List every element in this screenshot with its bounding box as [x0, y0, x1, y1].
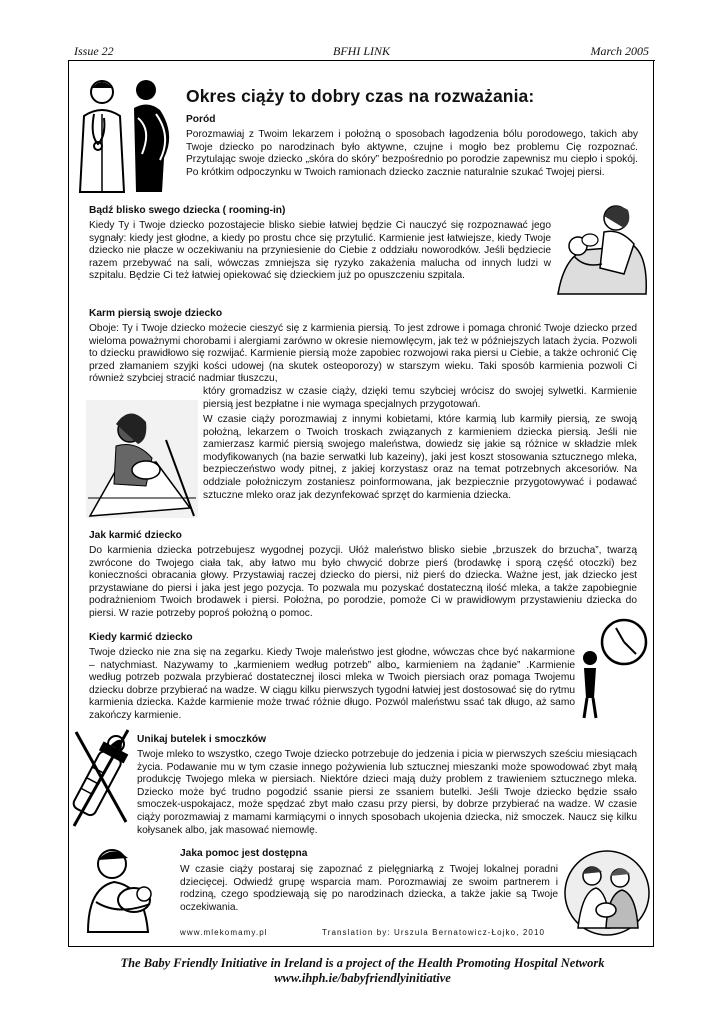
- text-porod: Porozmawiaj z Twoim lekarzem i położną o sposobach łagodzenia bólu porodowego, takich aby Twoje dziecko po narodzinach było aktywne, czujne i mogło bez problemu Cię rozpoznać. Przytulając swoje dziecko „skóra do skóry” bezpośrednio po porodzie zapewnisz mu ciepło i spokój. Po krótkim odpoczynku w Twoich ramionach dziecko zacznie naturalnie szukać Twojej piersi.: [186, 129, 638, 178]
- text-jaka-pomoc: W czasie ciąży postaraj się zapoznać z pielęgniarką z Twojej lokalnej poradni dziecięcej. Odwiedź grupę wsparcia mam. Porozmawiaj ze swoim partnerem i rodziną, czego spodziewają się po narodzinach dziecka, a także jakie są Twoje oczekiwania.: [180, 864, 558, 913]
- person-looking-at-clock-icon: [578, 614, 650, 720]
- text-rooming-in: Kiedy Ty i Twoje dziecko pozostajecie blisko siebie łatwiej będzie Ci nauczyć się rozpoznawać jego sygnały: kiedy jest głodne, a kiedy po prostu chce się przytulić. Karmienie jest łatwiejsze, kiedy Twoje dziecko nie płacze w oczekiwaniu na przyniesienie do Ciebie z oddziału noworodków. Jeśli będziecie razem przebywać na sali, wówczas zmniejsza się ryzyko zakażenia malucha od innych ludzi w szpitalu. Będzie Ci też łatwiej opiekować się dzieckiem już po opuszczeniu szpitala.: [89, 220, 551, 282]
- publication-name: BFHI LINK: [333, 44, 390, 58]
- heading-jaka-pomoc: Jaka pomoc jest dostępna: [180, 848, 308, 859]
- issue-date: March 2005: [590, 44, 649, 58]
- heading-jak-karmic: Jak karmić dziecko: [89, 530, 182, 541]
- heading-rooming-in: Bądź blisko swego dziecka ( rooming-in): [89, 205, 286, 216]
- page-title: Okres ciąży to dobry czas na rozważania:: [186, 86, 535, 106]
- website-credit: www.mlekomamy.pl: [180, 928, 268, 937]
- heading-unikaj-butelek: Unikaj butelek i smoczków: [137, 734, 267, 745]
- text-karm-piersia-1: Oboje: Ty i Twoje dziecko możecie cieszyć się z karmienia piersią. To jest zdrowe i pomaga chronić Twoje dziecko przed wieloma poważnymi chorobami i alergiami zarówno w okresie niemowlęcym, jak też w późniejszych latach życia. Pozwoli to dziecku prawidłowo się rozwijać. Karmienie piersią może zapobiec rozwojowi raka piersi u Ciebie, a także ochronić Cię przed złamaniem szyjki kości udowej (na skutek osteoporozy) w starszym wieku. Taki sposób karmienia pozwoli Ci również szybciej stracić nadmiar tłuszczu,: [89, 323, 637, 385]
- heading-kiedy-karmic: Kiedy karmić dziecko: [89, 632, 193, 643]
- family-group-icon: [562, 848, 652, 938]
- translation-credit: Translation by: Urszula Bernatowicz-Łojko, 2010: [322, 928, 546, 937]
- father-holding-baby-icon: [74, 842, 174, 934]
- text-karm-piersia-2: który gromadzisz w czasie ciąży, dzięki temu szybciej wrócisz do swojej sylwetki. Karmienie piersią jest bezpłatne i nie wymaga specjalnych przygotowań.: [203, 386, 637, 410]
- footer-project-note: The Baby Friendly Initiative in Ireland is a project of the Health Promoting Hospital Network: [120, 956, 605, 970]
- text-unikaj-butelek: Twoje mleko to wszystko, czego Twoje dziecko potrzebuje do jedzenia i picia w pierwszych sześciu miesiącach życia. Podawanie mu w tym czasie innego pożywienia lub sztucznej mieszanki może spowodować zbyt małą produkcję Twojego mleka w piersiach. Niektóre dzieci mają duży problem z trawieniem sztucznego mleka. Dziecko może być trudno pogodzić ssanie piersi ze ssaniem butelki. Jeśli Twoje dziecko będzie ssało smoczek-uspokajacz, może spędzać zbyt mało czasu przy piersi, by dobrze przybierać na wadze. W czasie ciąży porozmawiaj z mamami karmiącymi o innych sposobach ukojenia dziecka, niż smoczek. Naucz się kilku kołysanek albo, jak masować niemowlę.: [137, 749, 637, 836]
- heading-porod: Poród: [186, 114, 216, 125]
- heading-karm-piersia: Karm piersią swoje dziecko: [89, 308, 223, 319]
- issue-number: Issue 22: [74, 44, 114, 58]
- mother-with-baby-on-bed-icon: [554, 198, 650, 298]
- text-kiedy-karmic: Twoje dziecko nie zna się na zegarku. Kiedy Twoje maleństwo jest głodne, wówczas chce być nakarmione – natychmiast. Nazywamy to „karmieniem według potrzeb” albo„ karmieniem na żądanie” .Karmienie według potrzeb pozwala przybierać dostatecznej ilosci mleka w Twoich piersiach oraz pomaga Twojemu dziecku dobrze przybierać na wadze. W ciągu kilku pierwszych tygodni łatwiej jest dostosować się do rytmu karmienia dziecka. Każde karmienie może trwać różnie długo. Pozwól maleństwu ssać tak długo, aż samo zakończy karmienie.: [89, 647, 575, 721]
- crossed-out-bottle-and-pacifier-icon: [70, 722, 132, 832]
- text-karm-piersia-3: W czasie ciąży porozmawiaj z innymi kobietami, które karmią lub karmiły piersią, ze swoją położną, lekarzem o Twoich troskach związanych z karmieniem dziecka piersią. Jeśli nie zamierzasz karmić piersią swojego maleństwa, dowiedz się jakie są różnice w składzie mlek modyfikowanych (na bazie serwatki lub kazeiny), jaki jest koszt stosowania sztucznego mleka, bezpieczeństwo wody pitnej, z jakiej korzystasz oraz na temat potrzebnych akcesoriów. Na oddziale położniczym zostaniesz poinformowana, jak bezpiecznie przygotowywać i podawać sztuczne mleko oraz jak dezynfekować sprzęt do karmienia dziecka.: [203, 414, 637, 501]
- footer-website-link[interactable]: www.ihph.ie/babyfriendlyinitiative: [274, 971, 451, 985]
- doctor-and-pregnant-woman-icon: [72, 74, 180, 196]
- page-footer: [70, 956, 655, 986]
- text-jak-karmic: Do karmienia dziecka potrzebujesz wygodnej pozycji. Ułóż maleństwo blisko siebie „brzuszek do brzucha”, twarzą zwrócone do Twojego ciała tak, aby łatwo mu było chwycić dobrze pierś (brodawkę i sporą część otoczki) bez konieczności obracania głowy. Przystawiaj raczej dziecko do piersi, niż pierś do dziecka. Ważne jest, jak dziecko jest przystawiane do piersi i jaka jest jego pozycja. To pozwala mu pozyskać dostateczną ilość mleka, a także zapobiegnie podrażnieniom Twoich brodawek i piersi. Położna, po porodzie, pomoże Ci w prawidłowym przystawieniu dziecka do piersi. W razie potrzeby poproś położną o pomoc.: [89, 545, 637, 619]
- mother-breastfeeding-in-hospital-icon: [86, 400, 198, 518]
- page-header: [74, 44, 649, 60]
